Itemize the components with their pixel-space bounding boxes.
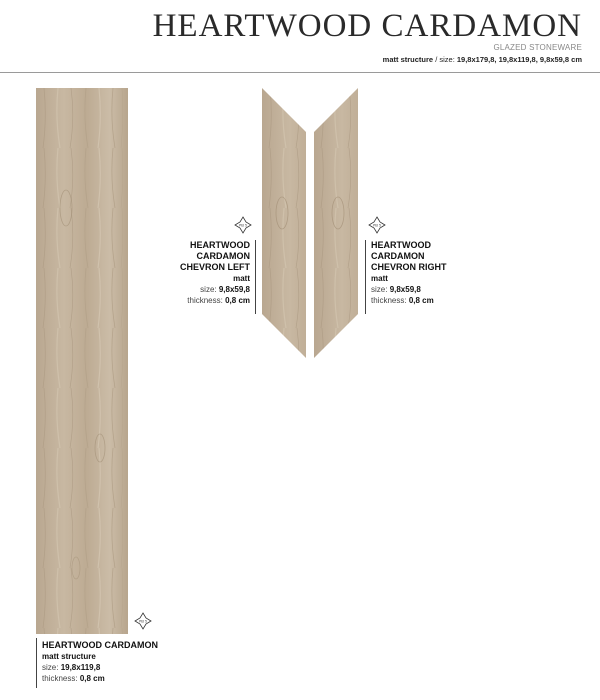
label-divider-left: [255, 240, 256, 314]
chevron-left-name-3: CHEVRON LEFT: [179, 262, 250, 272]
chevron-right-name-3: CHEVRON RIGHT: [371, 262, 447, 272]
plank-name: HEARTWOOD CARDAMON: [42, 640, 158, 650]
label-divider-plank: [36, 638, 37, 688]
plank-label: [42, 640, 242, 684]
collection-title: HEARTWOOD CARDAMON: [152, 8, 582, 44]
chevron-left-thickness: thickness: 0,8 cm: [187, 296, 250, 305]
chevron-right-name-1: HEARTWOOD: [371, 240, 431, 250]
plank-tile-image: [36, 88, 128, 634]
header-spec: matt structure / size: 19,8x179,8, 19,8x119,8, 9,8x59,8 cm: [382, 55, 582, 64]
chevron-left-size: size: 9,8x59,8: [200, 285, 250, 294]
chevron-right-tile-image: [314, 88, 358, 358]
chevron-right-thickness: thickness: 0,8 cm: [371, 296, 434, 305]
chevron-left-label: [150, 240, 250, 306]
chevron-right-size: size: 9,8x59,8: [371, 285, 421, 294]
pei-badge-text: PEI 5: [239, 223, 247, 228]
header-size-values: 19,8x179,8, 19,8x119,8, 9,8x59,8 cm: [456, 55, 582, 64]
pei-badge-text: PEI 5: [373, 223, 381, 228]
pei-diamond-icon: [134, 612, 152, 630]
pei-diamond-icon: [234, 216, 252, 234]
plank-thickness: thickness: 0,8 cm: [42, 674, 105, 683]
plank-finish: matt structure: [42, 652, 96, 661]
pei-badge-text: PEI 5: [139, 619, 147, 624]
header-divider: [0, 72, 600, 73]
label-divider-right: [365, 240, 366, 314]
pei-diamond-icon: [368, 216, 386, 234]
chevron-left-name-1: HEARTWOOD: [190, 240, 250, 250]
material-subtitle: GLAZED STONEWARE: [493, 43, 582, 52]
plank-size: size: 19,8x119,8: [42, 663, 101, 672]
header-finish: matt structure: [382, 55, 434, 64]
chevron-left-name-2: CARDAMON: [196, 251, 250, 261]
chevron-right-label: [371, 240, 491, 306]
chevron-right-name-2: CARDAMON: [371, 251, 425, 261]
chevron-left-tile-image: [262, 88, 306, 358]
header-size-label: size:: [439, 55, 455, 64]
chevron-left-finish: matt: [233, 274, 250, 283]
chevron-right-finish: matt: [371, 274, 388, 283]
